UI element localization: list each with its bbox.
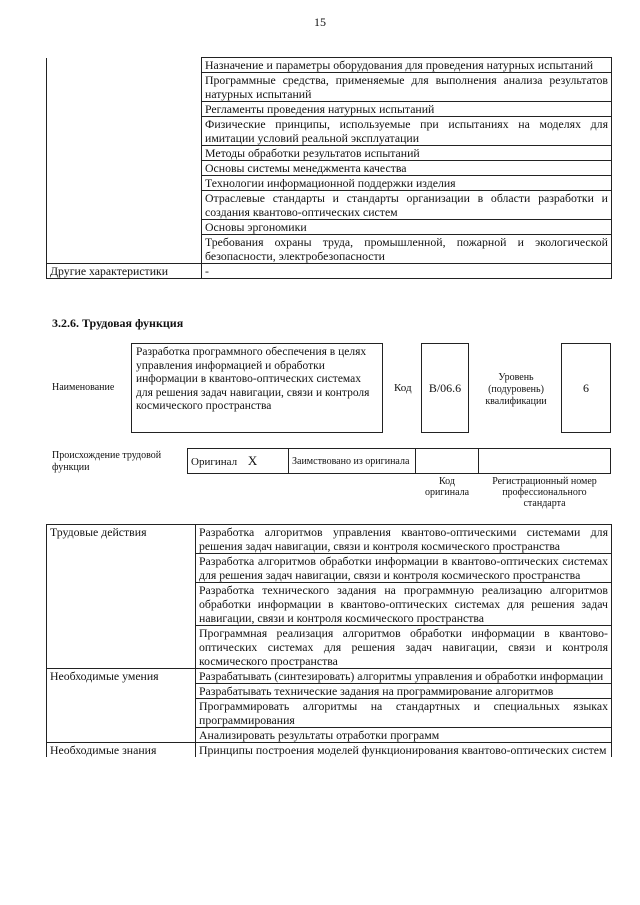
actions-label: Трудовые действия <box>47 525 196 669</box>
original-label: Оригинал <box>191 455 238 468</box>
empty-label-cell <box>47 58 202 264</box>
table-row: Анализировать результаты отработки программ <box>196 728 612 743</box>
knowledge-label: Необходимые знания <box>47 743 196 758</box>
code-label: Код <box>394 382 412 394</box>
table-row: Методы обработки результатов испытаний <box>202 146 612 161</box>
table-row: Требования охраны труда, промышленной, пожарной и экологической безопасности, электробезопасности <box>202 235 612 264</box>
reg-number-caption: Регистрационный номер профессионального стандарта <box>492 476 597 509</box>
table-row: Основы системы менеджмента качества <box>202 161 612 176</box>
code-original-caption: Код оригинала <box>424 476 470 498</box>
table-row: Технологии информационной поддержки изделия <box>202 176 612 191</box>
table-row: Программные средства, применяемые для выполнения анализа результатов натурных испытаний <box>202 73 612 102</box>
table-row: Регламенты проведения натурных испытаний <box>202 102 612 117</box>
original-code-cell <box>416 449 479 474</box>
table-row: Физические принципы, используемые при испытаниях на моделях для имитации условий реальной эксплуатации <box>202 117 612 146</box>
table-row: Разрабатывать (синтезировать) алгоритмы управления и обработки информации <box>196 669 612 684</box>
reg-number-cell <box>479 449 611 474</box>
table-row: Назначение и параметры оборудования для проведения натурных испытаний <box>202 58 612 73</box>
table-row: Программировать алгоритмы на стандартных и специальных языках программирования <box>196 699 612 728</box>
original-mark: X <box>247 452 258 468</box>
other-characteristics-label: Другие характеристики <box>47 264 202 279</box>
level-value: 6 <box>561 343 611 433</box>
page-number: 15 <box>314 15 326 29</box>
labor-function-table <box>46 524 612 757</box>
table-row: Основы эргономики <box>202 220 612 235</box>
table-row: Принципы построения моделей функционирования квантово-оптических систем <box>196 743 612 758</box>
other-characteristics-value: - <box>202 264 612 279</box>
section-title: 3.2.6. Трудовая функция <box>52 316 184 330</box>
borrowed-label: Заимствовано из оригинала <box>289 449 416 474</box>
table-row: Разрабатывать технические задания на программирование алгоритмов <box>196 684 612 699</box>
code-value: B/06.6 <box>421 343 469 433</box>
knowledge-table <box>46 57 612 279</box>
table-row: Разработка алгоритмов обработки информации в квантово-оптических системах для решения задач навигации, связи и контроля космического пространства <box>196 554 612 583</box>
skills-label: Необходимые умения <box>47 669 196 743</box>
table-row: Разработка алгоритмов управления квантово-оптическими системами для решения задач навигации, связи и контроля космического пространства <box>196 525 612 554</box>
level-label: Уровень (подуровень) квалификации <box>485 372 547 407</box>
name-label: Наименование <box>52 382 115 393</box>
original-cell <box>188 449 289 474</box>
origin-table <box>187 448 611 509</box>
table-row: Отраслевые стандарты и стандарты организации в области разработки и создания квантово-оптических систем <box>202 191 612 220</box>
function-name: Разработка программного обеспечения в целях управления информацией и обработки информации в квантово-оптических системах для решения задач навигации, связи и контроля космического пространства <box>131 343 383 433</box>
table-row: Программная реализация алгоритмов обработки информации в квантово-оптических системах для решения задач навигации, связи и контроля космического пространства <box>196 626 612 669</box>
origin-label: Происхождение трудовой функции <box>52 450 162 473</box>
table-row: Разработка технического задания на программную реализацию алгоритмов обработки информации в квантово-оптических системах для решения задач навигации, связи и контроля космического пространства <box>196 583 612 626</box>
